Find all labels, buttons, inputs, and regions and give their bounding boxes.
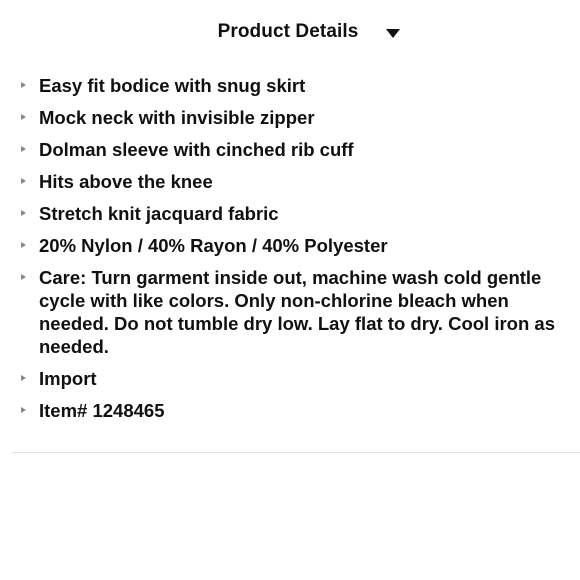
detail-text: Stretch knit jacquard fabric <box>39 203 279 224</box>
product-details-list <box>0 74 580 431</box>
section-title: Product Details <box>217 21 359 42</box>
product-details-toggle[interactable] <box>0 18 580 46</box>
detail-item-care <box>0 266 580 358</box>
section-divider <box>12 452 580 453</box>
detail-item <box>0 234 580 257</box>
detail-item <box>0 74 580 97</box>
detail-text: Mock neck with invisible zipper <box>39 107 315 128</box>
detail-text: Easy fit bodice with snug skirt <box>39 75 306 96</box>
detail-text: Item# 1248465 <box>39 400 165 421</box>
bullet-icon <box>21 146 26 152</box>
detail-text: 20% Nylon / 40% Rayon / 40% Polyester <box>39 235 388 256</box>
bullet-icon <box>21 82 26 88</box>
detail-item <box>0 138 580 161</box>
detail-item <box>0 202 580 225</box>
bullet-icon <box>21 210 26 216</box>
bullet-icon <box>21 114 26 120</box>
detail-text: Care: Turn garment inside out, machine wash cold gentle cycle with like colors. Only non-chlorine bleach when needed. Do not tumble dry low. Lay flat to dry. Cool iron as needed. <box>39 267 555 357</box>
bullet-icon <box>21 274 26 280</box>
bullet-icon <box>21 375 26 381</box>
detail-text: Dolman sleeve with cinched rib cuff <box>39 139 354 160</box>
detail-item <box>0 106 580 129</box>
bullet-icon <box>21 178 26 184</box>
detail-text: Import <box>39 368 97 389</box>
detail-item <box>0 367 580 390</box>
detail-item <box>0 170 580 193</box>
bullet-icon <box>21 242 26 248</box>
detail-text: Hits above the knee <box>39 171 213 192</box>
bullet-icon <box>21 407 26 413</box>
detail-item-sku <box>0 399 580 422</box>
caret-down-icon <box>386 29 400 38</box>
